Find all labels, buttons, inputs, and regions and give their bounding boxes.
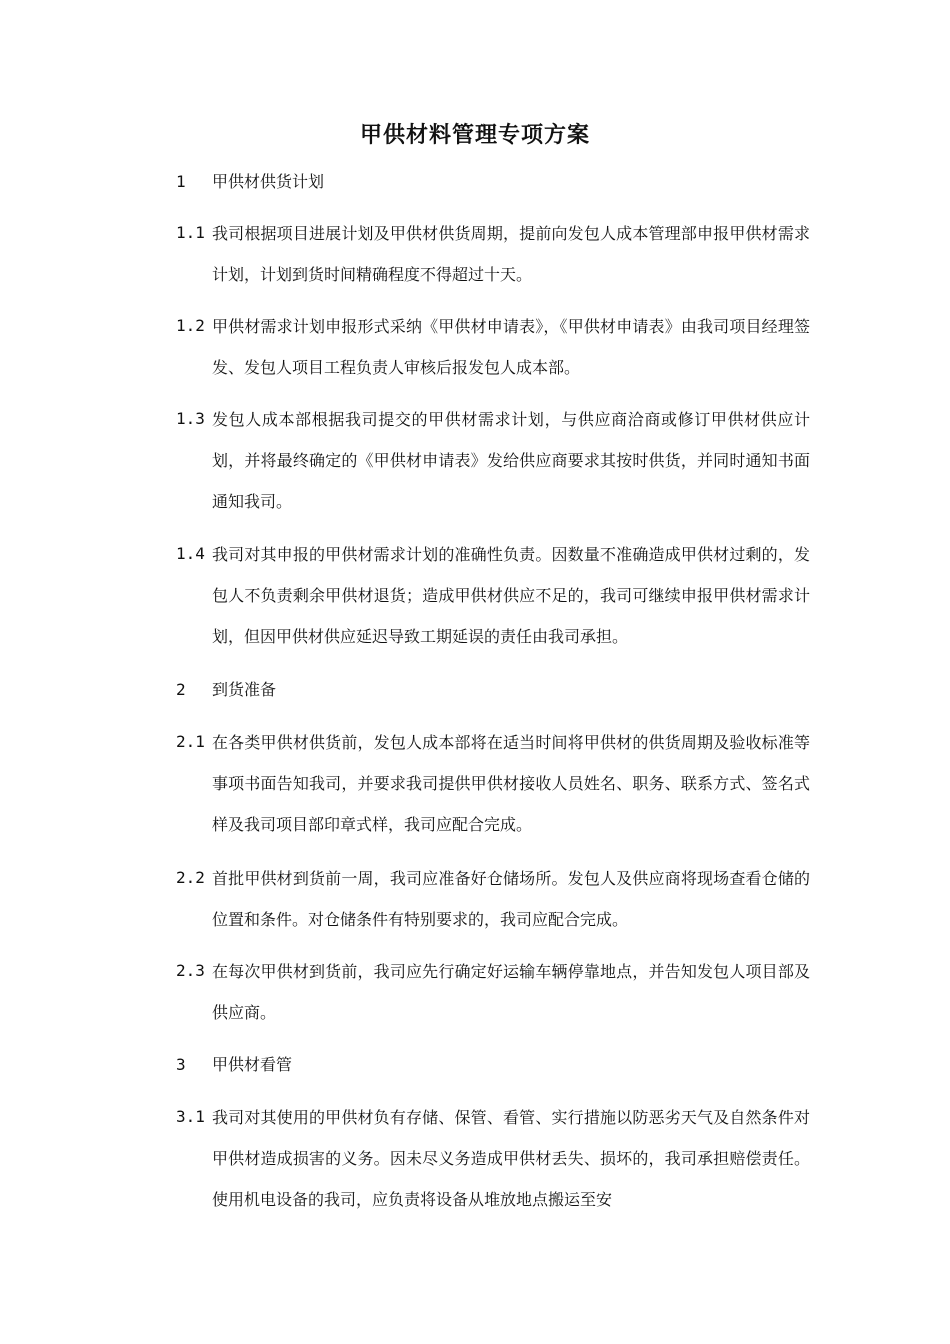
clause-number: 1.3 [176, 409, 205, 428]
clause-paragraph [176, 1097, 816, 1220]
section-heading [176, 162, 816, 202]
clause-number: 2.1 [176, 732, 205, 751]
clause-paragraph [176, 534, 816, 657]
clause-paragraph [176, 399, 816, 522]
clause-number: 2.3 [176, 961, 205, 980]
clause-number: 1.4 [176, 544, 205, 563]
section-title: 甲供材供货计划 [212, 172, 325, 191]
clause-number: 3.1 [176, 1107, 205, 1126]
section-title: 甲供材看管 [212, 1055, 293, 1074]
clause-number: 2.2 [176, 868, 205, 887]
section-number: 2 [176, 680, 186, 699]
clause-text: 在每次甲供材到货前，我司应先行确定好运输车辆停靠地点，并告知发包人项目部及供应商。 [212, 962, 810, 1022]
clause-paragraph [176, 858, 816, 940]
section-title: 到货准备 [212, 680, 277, 699]
document-title: 甲供材料管理专项方案 [359, 122, 590, 148]
clause-text: 我司对其使用的甲供材负有存储、保管、看管、实行措施以防恶劣天气及自然条件对甲供材造成损害的义务。因未尽义务造成甲供材丢失、损坏的，我司承担赔偿责任。使用机电设备的我司，应负责将设备从堆放地点搬运至安 [212, 1108, 810, 1209]
clause-paragraph [176, 306, 816, 388]
clause-paragraph [176, 722, 816, 845]
clause-number: 1.2 [176, 316, 205, 335]
section-number: 3 [176, 1055, 186, 1074]
clause-text: 在各类甲供材供货前，发包人成本部将在适当时间将甲供材的供货周期及验收标准等事项书面告知我司，并要求我司提供甲供材接收人员姓名、职务、联系方式、签名式样及我司项目部印章式样，我司应配合完成。 [212, 733, 810, 834]
clause-paragraph [176, 951, 816, 1033]
clause-text: 甲供材需求计划申报形式采纳《甲供材申请表》，《甲供材申请表》由我司项目经理签发、发包人项目工程负责人审核后报发包人成本部。 [212, 317, 810, 377]
clause-text: 我司根据项目进展计划及甲供材供货周期，提前向发包人成本管理部申报甲供材需求计划，计划到货时间精确程度不得超过十天。 [212, 224, 810, 284]
clause-text: 首批甲供材到货前一周，我司应准备好仓储场所。发包人及供应商将现场查看仓储的位置和条件。对仓储条件有特别要求的，我司应配合完成。 [212, 869, 810, 929]
section-number: 1 [176, 172, 186, 191]
clause-number: 1.1 [176, 223, 205, 242]
section-heading [176, 670, 816, 710]
clause-paragraph [176, 213, 816, 295]
clause-text: 发包人成本部根据我司提交的甲供材需求计划，与供应商洽商或修订甲供材供应计划，并将最终确定的《甲供材申请表》发给供应商要求其按时供货，并同时通知书面通知我司。 [212, 410, 810, 511]
section-heading [176, 1045, 816, 1085]
clause-text: 我司对其申报的甲供材需求计划的准确性负责。因数量不准确造成甲供材过剩的，发包人不负责剩余甲供材退货；造成甲供材供应不足的，我司可继续申报甲供材需求计划，但因甲供材供应延迟导致工期延误的责任由我司承担。 [212, 545, 810, 646]
